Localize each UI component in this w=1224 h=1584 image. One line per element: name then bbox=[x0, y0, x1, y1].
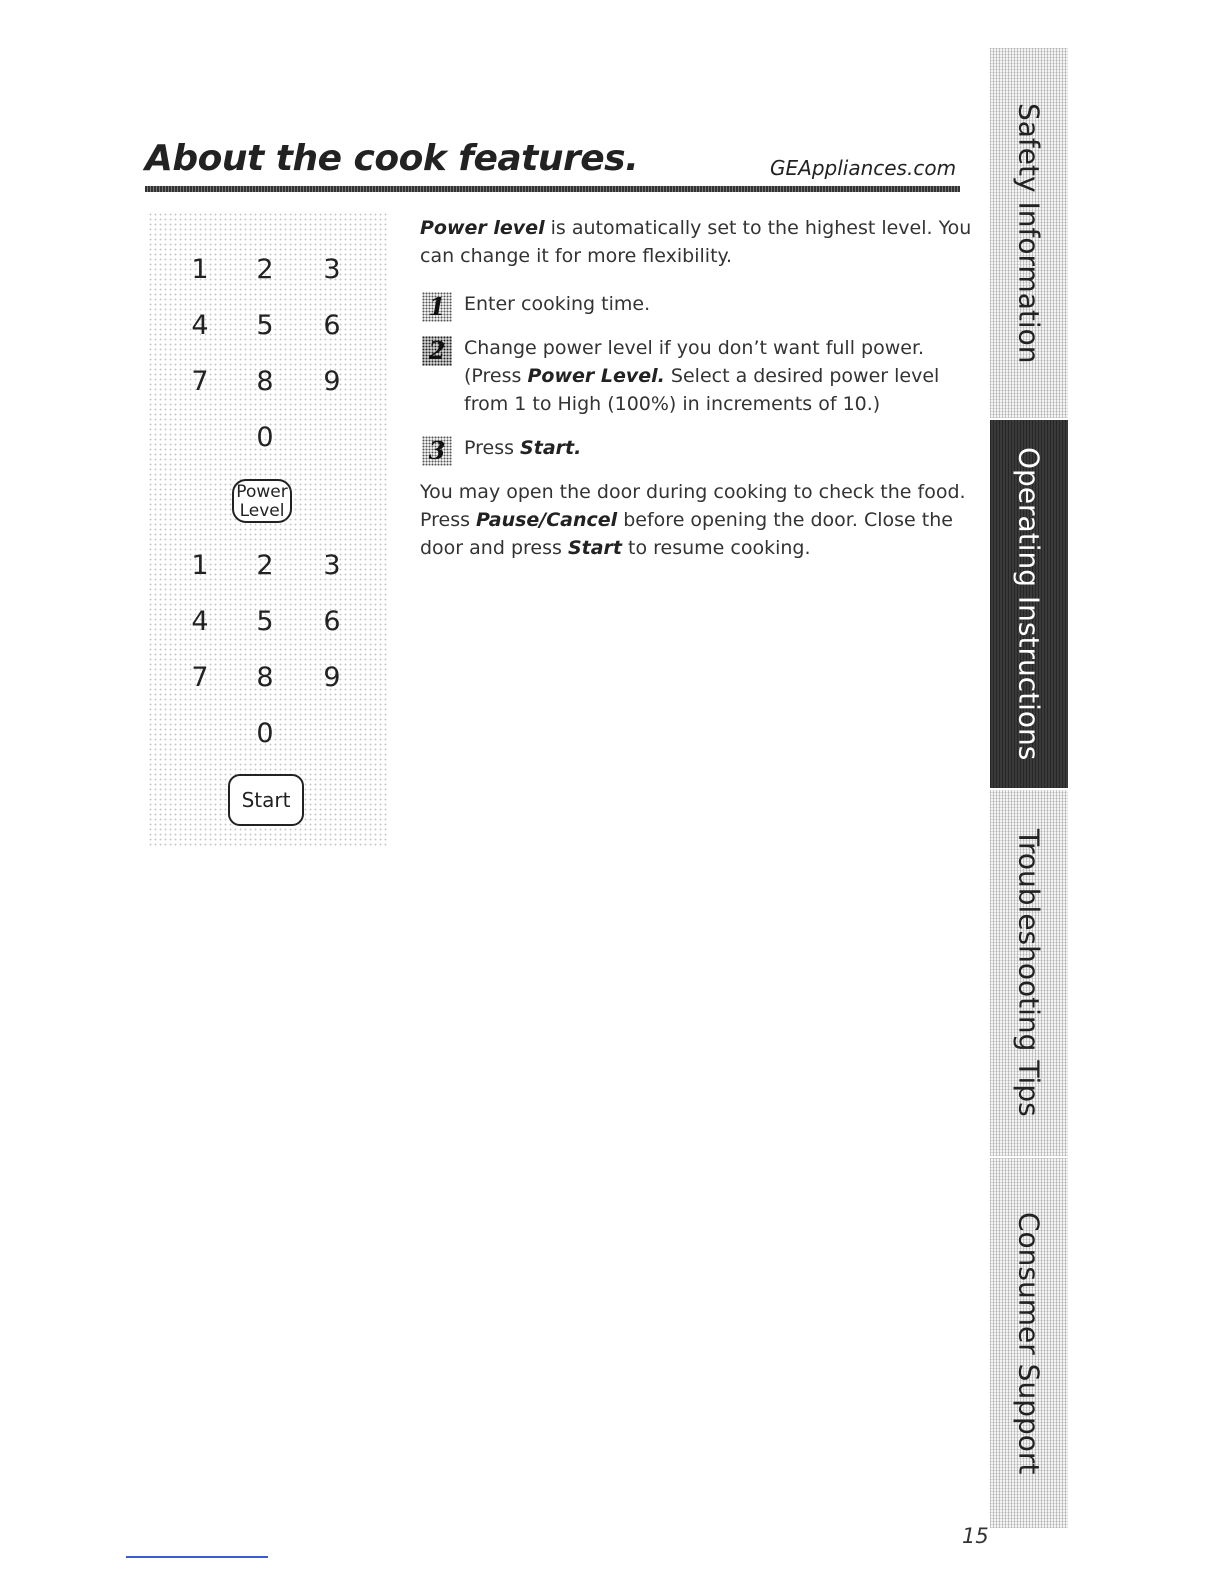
keypad-key-6: 6 bbox=[323, 310, 341, 341]
keypad-key-0: 0 bbox=[256, 422, 274, 453]
keypad-key-1: 1 bbox=[191, 254, 209, 285]
footer-line bbox=[126, 1556, 268, 1558]
instructions-text bbox=[420, 214, 980, 562]
keypad-key-4: 4 bbox=[191, 606, 209, 637]
tab-consumer-support[interactable] bbox=[990, 1158, 1068, 1528]
tab-label: Consumer Support bbox=[1012, 1211, 1046, 1475]
power-level-key-line2: Level bbox=[239, 501, 285, 521]
keypad-key-9: 9 bbox=[323, 366, 341, 397]
step-text-cont: Select a desired power level from 1 to High (100%) in increments of 10.) bbox=[464, 365, 940, 415]
keypad-key-3: 3 bbox=[323, 254, 341, 285]
door-note-text: to resume cooking. bbox=[621, 537, 811, 559]
title-divider bbox=[145, 186, 960, 192]
step-1 bbox=[420, 290, 980, 321]
tab-label: Safety Information bbox=[1012, 102, 1046, 364]
door-note-paragraph bbox=[420, 478, 980, 562]
keypad-key-7: 7 bbox=[191, 366, 209, 397]
page-number: 15 bbox=[962, 1524, 989, 1548]
keypad-key-9: 9 bbox=[323, 662, 341, 693]
step-text: Enter cooking time. bbox=[464, 293, 651, 315]
tab-label: Troubleshooting Tips bbox=[1012, 829, 1046, 1117]
keypad-key-7: 7 bbox=[191, 662, 209, 693]
power-level-term: Power level bbox=[420, 217, 545, 239]
pause-cancel-key-ref: Pause/Cancel bbox=[476, 509, 618, 531]
keypad-key-3: 3 bbox=[323, 550, 341, 581]
tab-operating-instructions[interactable] bbox=[990, 420, 1068, 788]
keypad-key-5: 5 bbox=[256, 606, 274, 637]
step-text: Change power level if you don’t want full power. (Press bbox=[464, 337, 925, 387]
keypad-key-5: 5 bbox=[256, 310, 274, 341]
door-note-text: before opening the door. Close the door and press bbox=[420, 509, 953, 559]
power-level-key-line1: Power bbox=[236, 482, 288, 502]
steps-list bbox=[420, 290, 980, 465]
step-number-badge: 3 bbox=[422, 436, 452, 466]
keypad-key-0: 0 bbox=[256, 718, 274, 749]
power-level-key-ref: Power Level. bbox=[527, 365, 665, 387]
keypad-key-8: 8 bbox=[256, 366, 274, 397]
tab-troubleshooting-tips[interactable] bbox=[990, 790, 1068, 1156]
intro-paragraph bbox=[420, 214, 980, 270]
keypad-key-8: 8 bbox=[256, 662, 274, 693]
step-number-badge: 2 bbox=[422, 336, 452, 366]
website-link[interactable]: GEAppliances.com bbox=[770, 156, 957, 180]
keypad-key-1: 1 bbox=[191, 550, 209, 581]
start-key-ref: Start. bbox=[520, 437, 582, 459]
tab-label: Operating Instructions bbox=[1012, 447, 1046, 761]
step-number-badge: 1 bbox=[422, 292, 452, 322]
step-2 bbox=[420, 334, 980, 418]
section-tabs bbox=[990, 48, 1068, 1528]
power-level-key bbox=[232, 479, 292, 523]
tab-safety-information[interactable] bbox=[990, 48, 1068, 418]
step-text: Press bbox=[464, 437, 521, 459]
intro-text: is automatically set to the highest level. You can change it for more flexibility. bbox=[420, 217, 972, 267]
step-3 bbox=[420, 434, 980, 465]
keypad-illustration bbox=[148, 212, 388, 847]
start-key-ref: Start bbox=[567, 537, 622, 559]
keypad-key-2: 2 bbox=[256, 550, 274, 581]
keypad-key-6: 6 bbox=[323, 606, 341, 637]
keypad-key-4: 4 bbox=[191, 310, 209, 341]
start-key: Start bbox=[228, 774, 304, 826]
page-title: About the cook features. bbox=[145, 138, 639, 179]
door-note-text: You may open the door during cooking to check the food. Press bbox=[420, 481, 966, 531]
keypad-key-2: 2 bbox=[256, 254, 274, 285]
